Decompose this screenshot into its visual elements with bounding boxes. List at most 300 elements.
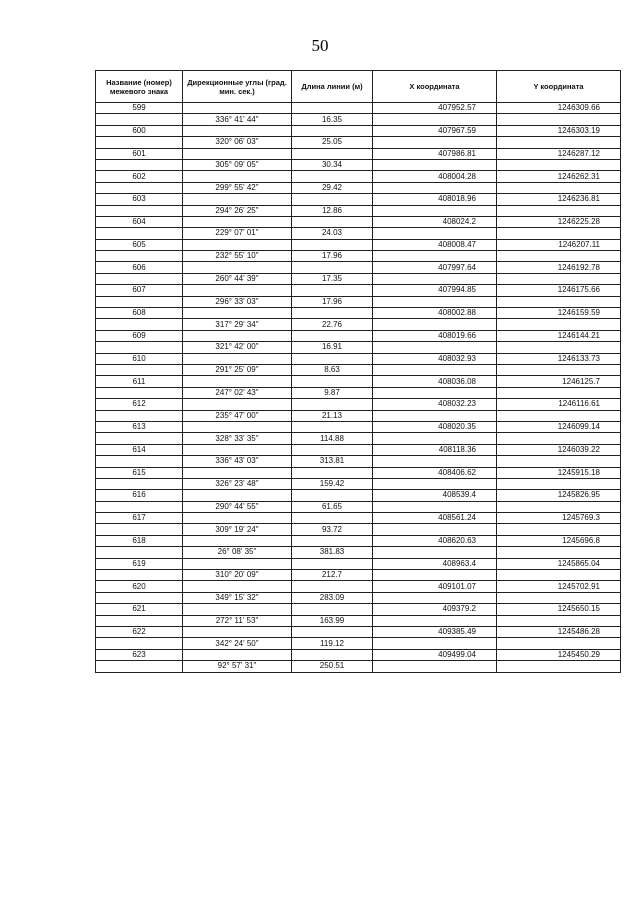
- point-row: [96, 649, 621, 660]
- header-x: X координата: [373, 71, 497, 103]
- point-y: 1246125.7: [497, 376, 621, 387]
- empty-cell: [497, 524, 621, 535]
- point-row: [96, 604, 621, 615]
- segment-row: [96, 592, 621, 603]
- point-row: [96, 558, 621, 569]
- point-name: 605: [96, 239, 183, 250]
- empty-cell: [183, 444, 292, 455]
- point-name: 608: [96, 308, 183, 319]
- empty-cell: [373, 615, 497, 626]
- segment-angle: 310° 20' 09": [183, 570, 292, 581]
- point-x: 408002.88: [373, 308, 497, 319]
- segment-length: 283.09: [292, 592, 373, 603]
- empty-cell: [292, 535, 373, 546]
- empty-cell: [96, 296, 183, 307]
- segment-row: [96, 410, 621, 421]
- point-x: 408024.2: [373, 216, 497, 227]
- empty-cell: [96, 661, 183, 672]
- point-name: 612: [96, 399, 183, 410]
- empty-cell: [292, 171, 373, 182]
- empty-cell: [373, 159, 497, 170]
- point-row: [96, 421, 621, 432]
- point-row: [96, 125, 621, 136]
- segment-length: 61.65: [292, 501, 373, 512]
- empty-cell: [96, 228, 183, 239]
- point-x: 407994.85: [373, 285, 497, 296]
- empty-cell: [292, 125, 373, 136]
- point-name: 601: [96, 148, 183, 159]
- empty-cell: [497, 410, 621, 421]
- point-row: [96, 285, 621, 296]
- point-x: 408036.08: [373, 376, 497, 387]
- point-x: 408018.96: [373, 194, 497, 205]
- empty-cell: [183, 467, 292, 478]
- segment-length: 9.87: [292, 387, 373, 398]
- segment-angle: 229° 07' 01": [183, 228, 292, 239]
- segment-length: 8.63: [292, 364, 373, 375]
- segment-length: 16.35: [292, 114, 373, 125]
- empty-cell: [183, 513, 292, 524]
- empty-cell: [96, 159, 183, 170]
- empty-cell: [183, 353, 292, 364]
- segment-length: 159.42: [292, 478, 373, 489]
- point-y: 1245650.15: [497, 604, 621, 615]
- empty-cell: [292, 330, 373, 341]
- point-x: 408963.4: [373, 558, 497, 569]
- empty-cell: [373, 592, 497, 603]
- point-y: 1245486.28: [497, 626, 621, 637]
- segment-angle: 92° 57' 31": [183, 661, 292, 672]
- point-x: 408008.47: [373, 239, 497, 250]
- empty-cell: [292, 399, 373, 410]
- empty-cell: [183, 125, 292, 136]
- segment-length: 30.34: [292, 159, 373, 170]
- segment-angle: 299° 55' 42": [183, 182, 292, 193]
- segment-row: [96, 137, 621, 148]
- header-length: Длина линии (м): [292, 71, 373, 103]
- point-x: 408118.36: [373, 444, 497, 455]
- segment-row: [96, 228, 621, 239]
- point-name: 623: [96, 649, 183, 660]
- point-row: [96, 490, 621, 501]
- segment-length: 16.91: [292, 342, 373, 353]
- segment-angle: 26° 08' 35": [183, 547, 292, 558]
- segment-row: [96, 114, 621, 125]
- empty-cell: [497, 251, 621, 262]
- point-row: [96, 353, 621, 364]
- point-name: 622: [96, 626, 183, 637]
- segment-row: [96, 364, 621, 375]
- segment-length: 25.05: [292, 137, 373, 148]
- empty-cell: [183, 558, 292, 569]
- empty-cell: [497, 273, 621, 284]
- empty-cell: [292, 513, 373, 524]
- header-row: [96, 71, 621, 103]
- segment-angle: 320° 06' 03": [183, 137, 292, 148]
- point-row: [96, 444, 621, 455]
- empty-cell: [497, 114, 621, 125]
- empty-cell: [183, 171, 292, 182]
- empty-cell: [373, 296, 497, 307]
- segment-length: 163.99: [292, 615, 373, 626]
- segment-row: [96, 251, 621, 262]
- empty-cell: [183, 103, 292, 114]
- segment-angle: 291° 25' 09": [183, 364, 292, 375]
- empty-cell: [96, 592, 183, 603]
- empty-cell: [373, 570, 497, 581]
- page-number: 50: [311, 36, 329, 55]
- empty-cell: [497, 342, 621, 353]
- segment-row: [96, 570, 621, 581]
- empty-cell: [96, 182, 183, 193]
- empty-cell: [497, 661, 621, 672]
- point-name: 613: [96, 421, 183, 432]
- segment-angle: 294° 26' 25": [183, 205, 292, 216]
- point-y: 1246262.31: [497, 171, 621, 182]
- point-y: 1246116.61: [497, 399, 621, 410]
- segment-angle: 305° 09' 05": [183, 159, 292, 170]
- point-x: 408020.35: [373, 421, 497, 432]
- segment-length: 22.76: [292, 319, 373, 330]
- point-y: 1246287.12: [497, 148, 621, 159]
- empty-cell: [183, 421, 292, 432]
- empty-cell: [183, 581, 292, 592]
- point-x: 409499.04: [373, 649, 497, 660]
- empty-cell: [497, 638, 621, 649]
- segment-angle: 260° 44' 39": [183, 273, 292, 284]
- segment-row: [96, 296, 621, 307]
- empty-cell: [373, 661, 497, 672]
- empty-cell: [497, 364, 621, 375]
- point-x: 407997.64: [373, 262, 497, 273]
- empty-cell: [183, 148, 292, 159]
- point-x: 409101.07: [373, 581, 497, 592]
- empty-cell: [292, 353, 373, 364]
- empty-cell: [183, 399, 292, 410]
- empty-cell: [373, 638, 497, 649]
- point-y: 1246236.81: [497, 194, 621, 205]
- header-angle: Дирекционные углы (град. мин. сек.): [183, 71, 292, 103]
- empty-cell: [373, 501, 497, 512]
- empty-cell: [373, 319, 497, 330]
- empty-cell: [96, 524, 183, 535]
- segment-angle: 326° 23' 48": [183, 478, 292, 489]
- point-row: [96, 103, 621, 114]
- point-row: [96, 239, 621, 250]
- segment-row: [96, 182, 621, 193]
- segment-length: 29.42: [292, 182, 373, 193]
- empty-cell: [96, 456, 183, 467]
- empty-cell: [183, 308, 292, 319]
- segment-angle: 349° 15' 32": [183, 592, 292, 603]
- segment-length: 93.72: [292, 524, 373, 535]
- empty-cell: [96, 433, 183, 444]
- point-row: [96, 581, 621, 592]
- point-row: [96, 148, 621, 159]
- point-name: 616: [96, 490, 183, 501]
- empty-cell: [183, 239, 292, 250]
- empty-cell: [373, 524, 497, 535]
- empty-cell: [497, 501, 621, 512]
- empty-cell: [292, 558, 373, 569]
- segment-length: 17.35: [292, 273, 373, 284]
- segment-row: [96, 433, 621, 444]
- point-x: 408561.24: [373, 513, 497, 524]
- point-y: 1246039.22: [497, 444, 621, 455]
- empty-cell: [96, 501, 183, 512]
- point-x: 408019.66: [373, 330, 497, 341]
- empty-cell: [373, 387, 497, 398]
- empty-cell: [183, 604, 292, 615]
- empty-cell: [292, 421, 373, 432]
- segment-length: 114.88: [292, 433, 373, 444]
- empty-cell: [497, 159, 621, 170]
- empty-cell: [96, 364, 183, 375]
- empty-cell: [96, 137, 183, 148]
- point-y: 1246309.66: [497, 103, 621, 114]
- empty-cell: [373, 433, 497, 444]
- empty-cell: [497, 296, 621, 307]
- empty-cell: [183, 535, 292, 546]
- point-name: 599: [96, 103, 183, 114]
- point-name: 620: [96, 581, 183, 592]
- empty-cell: [96, 114, 183, 125]
- segment-angle: 342° 24' 50": [183, 638, 292, 649]
- empty-cell: [183, 649, 292, 660]
- segment-angle: 296° 33' 03": [183, 296, 292, 307]
- empty-cell: [292, 262, 373, 273]
- empty-cell: [183, 376, 292, 387]
- point-row: [96, 626, 621, 637]
- header-name: Название (номер) межевого знака: [96, 71, 183, 103]
- segment-row: [96, 547, 621, 558]
- point-y: 1245865.04: [497, 558, 621, 569]
- empty-cell: [292, 216, 373, 227]
- empty-cell: [292, 308, 373, 319]
- segment-row: [96, 501, 621, 512]
- point-y: 1245702.91: [497, 581, 621, 592]
- segment-length: 24.03: [292, 228, 373, 239]
- segment-length: 17.96: [292, 296, 373, 307]
- segment-row: [96, 661, 621, 672]
- table-body: [96, 103, 621, 673]
- empty-cell: [497, 570, 621, 581]
- point-name: 609: [96, 330, 183, 341]
- empty-cell: [373, 205, 497, 216]
- boundary-coordinates-table: [95, 70, 621, 673]
- point-name: 611: [96, 376, 183, 387]
- point-y: 1246303.19: [497, 125, 621, 136]
- point-row: [96, 171, 621, 182]
- empty-cell: [373, 547, 497, 558]
- empty-cell: [497, 433, 621, 444]
- segment-row: [96, 638, 621, 649]
- empty-cell: [373, 273, 497, 284]
- point-name: 615: [96, 467, 183, 478]
- point-y: 1245450.29: [497, 649, 621, 660]
- segment-row: [96, 615, 621, 626]
- segment-row: [96, 273, 621, 284]
- table-header: [96, 71, 621, 103]
- segment-length: 17.96: [292, 251, 373, 262]
- point-name: 619: [96, 558, 183, 569]
- empty-cell: [373, 137, 497, 148]
- point-y: 1246175.66: [497, 285, 621, 296]
- segment-length: 212.7: [292, 570, 373, 581]
- empty-cell: [96, 273, 183, 284]
- empty-cell: [96, 615, 183, 626]
- segment-angle: 336° 43' 03": [183, 456, 292, 467]
- empty-cell: [497, 456, 621, 467]
- point-x: 409385.49: [373, 626, 497, 637]
- point-name: 607: [96, 285, 183, 296]
- point-row: [96, 194, 621, 205]
- empty-cell: [373, 478, 497, 489]
- point-x: 408539.4: [373, 490, 497, 501]
- segment-row: [96, 342, 621, 353]
- empty-cell: [96, 205, 183, 216]
- point-row: [96, 535, 621, 546]
- empty-cell: [497, 615, 621, 626]
- segment-angle: 321° 42' 00": [183, 342, 292, 353]
- point-y: 1246159.59: [497, 308, 621, 319]
- empty-cell: [183, 285, 292, 296]
- empty-cell: [373, 456, 497, 467]
- segment-length: 119.12: [292, 638, 373, 649]
- empty-cell: [292, 239, 373, 250]
- segment-angle: 247° 02' 43": [183, 387, 292, 398]
- segment-angle: 232° 55' 10": [183, 251, 292, 262]
- empty-cell: [292, 194, 373, 205]
- point-y: 1246192.78: [497, 262, 621, 273]
- point-x: 407967.59: [373, 125, 497, 136]
- empty-cell: [96, 319, 183, 330]
- empty-cell: [373, 364, 497, 375]
- empty-cell: [292, 626, 373, 637]
- point-y: 1246207.11: [497, 239, 621, 250]
- segment-length: 21.13: [292, 410, 373, 421]
- segment-length: 12.86: [292, 205, 373, 216]
- point-x: 408032.93: [373, 353, 497, 364]
- point-name: 603: [96, 194, 183, 205]
- empty-cell: [292, 490, 373, 501]
- point-x: 409379.2: [373, 604, 497, 615]
- segment-angle: 235° 47' 00": [183, 410, 292, 421]
- empty-cell: [497, 319, 621, 330]
- point-row: [96, 376, 621, 387]
- empty-cell: [183, 490, 292, 501]
- empty-cell: [373, 410, 497, 421]
- empty-cell: [183, 262, 292, 273]
- empty-cell: [96, 570, 183, 581]
- point-y: 1245696.8: [497, 535, 621, 546]
- empty-cell: [497, 137, 621, 148]
- segment-row: [96, 205, 621, 216]
- empty-cell: [497, 547, 621, 558]
- empty-cell: [292, 649, 373, 660]
- segment-row: [96, 478, 621, 489]
- header-y: Y координата: [497, 71, 621, 103]
- empty-cell: [96, 547, 183, 558]
- point-name: 617: [96, 513, 183, 524]
- empty-cell: [183, 626, 292, 637]
- point-y: 1246144.21: [497, 330, 621, 341]
- point-y: 1246099.14: [497, 421, 621, 432]
- point-name: 610: [96, 353, 183, 364]
- point-x: 408004.28: [373, 171, 497, 182]
- empty-cell: [373, 114, 497, 125]
- empty-cell: [497, 182, 621, 193]
- point-name: 600: [96, 125, 183, 136]
- empty-cell: [96, 410, 183, 421]
- boundary-table-container: [95, 70, 620, 673]
- segment-row: [96, 319, 621, 330]
- point-x: 407952.57: [373, 103, 497, 114]
- point-name: 618: [96, 535, 183, 546]
- empty-cell: [96, 251, 183, 262]
- point-row: [96, 216, 621, 227]
- empty-cell: [96, 478, 183, 489]
- empty-cell: [292, 103, 373, 114]
- point-row: [96, 513, 621, 524]
- point-y: 1245915.18: [497, 467, 621, 478]
- empty-cell: [183, 194, 292, 205]
- point-y: 1245826.95: [497, 490, 621, 501]
- segment-length: 381.83: [292, 547, 373, 558]
- point-x: 408620.63: [373, 535, 497, 546]
- segment-row: [96, 387, 621, 398]
- point-row: [96, 308, 621, 319]
- point-name: 606: [96, 262, 183, 273]
- empty-cell: [497, 478, 621, 489]
- segment-angle: 317° 29' 34": [183, 319, 292, 330]
- empty-cell: [183, 330, 292, 341]
- empty-cell: [96, 387, 183, 398]
- segment-angle: 309° 19' 24": [183, 524, 292, 535]
- point-x: 408406.62: [373, 467, 497, 478]
- empty-cell: [497, 205, 621, 216]
- segment-row: [96, 159, 621, 170]
- point-x: 407986.81: [373, 148, 497, 159]
- point-y: 1245769.3: [497, 513, 621, 524]
- empty-cell: [292, 285, 373, 296]
- empty-cell: [292, 376, 373, 387]
- empty-cell: [96, 638, 183, 649]
- empty-cell: [497, 387, 621, 398]
- empty-cell: [373, 228, 497, 239]
- point-row: [96, 330, 621, 341]
- segment-angle: 290° 44' 55": [183, 501, 292, 512]
- empty-cell: [292, 467, 373, 478]
- segment-angle: 328° 33' 35": [183, 433, 292, 444]
- empty-cell: [292, 581, 373, 592]
- empty-cell: [373, 251, 497, 262]
- segment-row: [96, 456, 621, 467]
- empty-cell: [292, 444, 373, 455]
- point-y: 1246133.73: [497, 353, 621, 364]
- point-x: 408032.23: [373, 399, 497, 410]
- empty-cell: [373, 342, 497, 353]
- point-row: [96, 399, 621, 410]
- point-name: 604: [96, 216, 183, 227]
- empty-cell: [292, 604, 373, 615]
- segment-length: 313.81: [292, 456, 373, 467]
- point-y: 1246225.28: [497, 216, 621, 227]
- empty-cell: [292, 148, 373, 159]
- empty-cell: [373, 182, 497, 193]
- segment-angle: 272° 11' 53": [183, 615, 292, 626]
- segment-angle: 336° 41' 44": [183, 114, 292, 125]
